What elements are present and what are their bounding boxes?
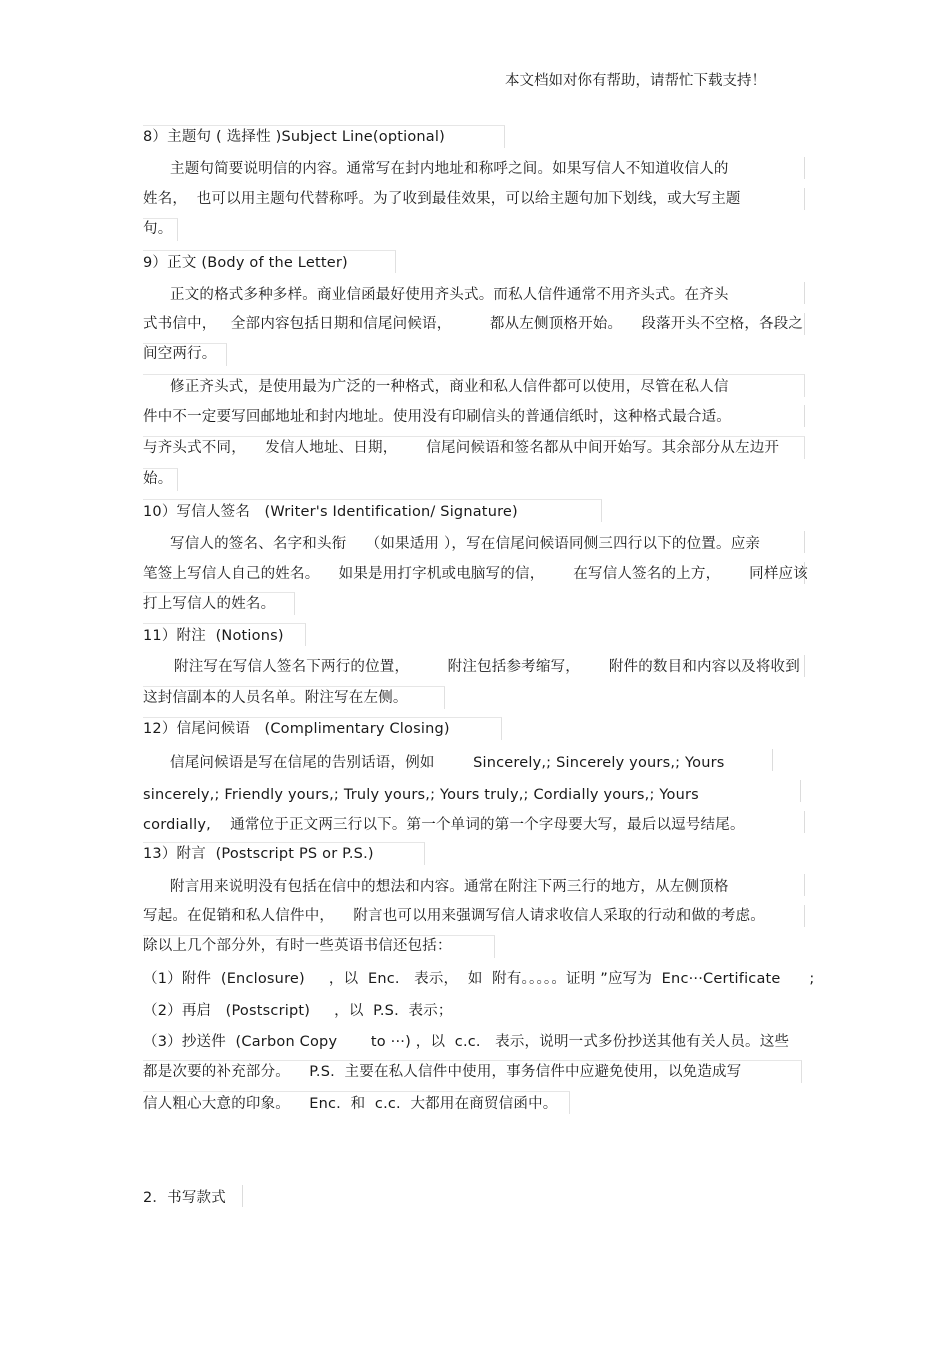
frame — [804, 157, 805, 179]
paragraph-line: sincerely,; Friendly yours,; Truly yours,; Yours truly,; Cordially yours,; Yours — [143, 787, 699, 803]
list-item-carbon-copy: （3）抄送件 (Carbon Copy to ···) ，以 c.c. 表示，说明一式多份抄送其他有关人员。这些 — [143, 1034, 790, 1050]
paragraph-line: 式书信中， 全部内容包括日期和信尾问候语， 都从左侧顶格开始。 段落开头不空格，各段之 — [143, 316, 804, 332]
frame — [804, 282, 805, 304]
heading-postscript: 13）附言 (Postscript PS or P.S.) — [143, 846, 374, 862]
paragraph-line: 除以上几个部分外，有时一些英语书信还包括： — [143, 938, 452, 954]
paragraph-line: 笔签上写信人自己的姓名。 如果是用打字机或电脑写的信， 在写信人签名的上方， 同样应该 — [143, 566, 808, 582]
paragraph-line: 打上写信人的姓名。 — [143, 596, 276, 612]
paragraph-line: 这封信副本的人员名单。附注写在左侧。 — [143, 690, 408, 706]
heading-body-of-letter: 9）正文 (Body of the Letter) — [143, 255, 348, 271]
heading-notations: 11）附注 (Notions) — [143, 628, 284, 644]
paragraph-line: 正文的格式多种多样。商业信函最好使用齐头式。而私人信件通常不用齐头式。在齐头 — [170, 287, 729, 303]
paragraph-line: 姓名， 也可以用主题句代替称呼。为了收到最佳效果，可以给主题句加下划线，或大写主题 — [143, 191, 741, 207]
paragraph-line: 信人粗心大意的印象。 Enc. 和 c.c. 大都用在商贸信函中。 — [143, 1096, 558, 1112]
paragraph-line: cordially, 通常位于正文两三行以下。第一个单词的第一个字母要大写，最后以逗号结尾。 — [143, 817, 745, 833]
paragraph-line: 件中不一定要写回邮地址和封内地址。使用没有印刷信头的普通信纸时，这种格式最合适。 — [143, 409, 731, 425]
frame — [804, 905, 805, 927]
frame — [804, 531, 805, 553]
paragraph-line: 写起。在促销和私人信件中， 附言也可以用来强调写信人请求收信人采取的行动和做的考虑。 — [143, 908, 765, 924]
frame — [804, 405, 805, 427]
frame — [804, 313, 805, 335]
paragraph-line: 始。 — [143, 471, 173, 487]
frame — [804, 811, 805, 833]
frame — [242, 1185, 243, 1207]
list-item-enclosure: （1）附件 (Enclosure) ，以 Enc. 表示， 如 附有。。。。。证明 ”应写为 Enc···Certificate ; — [143, 971, 815, 987]
heading-complimentary-closing: 12）信尾问候语 (Complimentary Closing) — [143, 721, 450, 737]
list-item-postscript: （2）再启 (Postscript) ，以 P.S. 表示； — [143, 1003, 453, 1019]
paragraph-line: 附注写在写信人签名下两行的位置， 附注包括参考缩写， 附件的数目和内容以及将收到 — [174, 659, 800, 675]
paragraph-line: 修正齐头式，是使用最为广泛的一种格式，商业和私人信件都可以使用，尽管在私人信 — [170, 379, 729, 395]
paragraph-line: 附言用来说明没有包括在信中的想法和内容。通常在附注下两三行的地方，从左侧顶格 — [170, 879, 729, 895]
paragraph-line: 与齐头式不同， 发信人地址、日期， 信尾问候语和签名都从中间开始写。其余部分从左边开 — [143, 440, 780, 456]
frame — [804, 655, 805, 677]
frame — [772, 749, 773, 771]
paragraph-line: 句。 — [143, 221, 173, 237]
heading-subject-line: 8）主题句 ( 选择性 )Subject Line(optional) — [143, 129, 445, 145]
frame — [804, 188, 805, 210]
heading-signature: 10）写信人签名 (Writer's Identification/ Signature) — [143, 504, 518, 520]
paragraph-line: 都是次要的补充部分。 P.S. 主要在私人信件中使用，事务信件中应避免使用，以免造成写 — [143, 1064, 742, 1080]
paragraph-line: 主题句简要说明信的内容。通常写在封内地址和称呼之间。如果写信人不知道收信人的 — [170, 161, 729, 177]
section-heading-writing-format: 2．书写款式 — [143, 1190, 226, 1206]
frame — [804, 874, 805, 896]
download-support-note: 本文档如对你有帮助，请帮忙下载支持！ — [505, 73, 766, 89]
frame — [800, 780, 801, 802]
paragraph-line: 写信人的签名、名字和头衔 （如果适用 ），写在信尾问候语同侧三四行以下的位置。应亲 — [170, 536, 761, 552]
paragraph-line: 间空两行。 — [143, 346, 217, 362]
paragraph-line: 信尾问候语是写在信尾的告别话语，例如 Sincerely,; Sincerely yours,; Yours — [170, 755, 725, 771]
